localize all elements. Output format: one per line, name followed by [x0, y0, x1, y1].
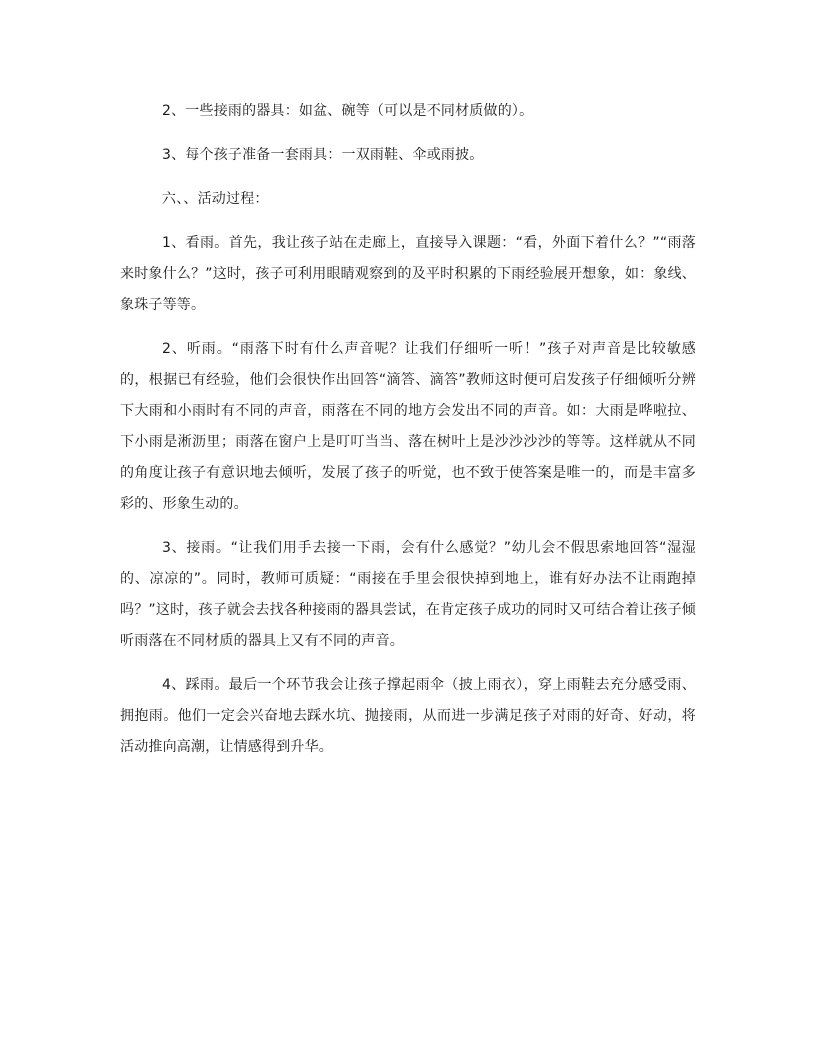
paragraph-step-catch-rain: 3、接雨。“让我们用手去接一下雨，会有什么感觉？”幼儿会不假思索地回答“湿湿的、凉凉的”。同时，教师可质疑：“雨接在手里会很快掉到地上，谁有好办法不让雨跑掉吗？”这时，孩子就会去找各种接雨的器具尝试，在肯定孩子成功的同时又可结合着让孩子倾听雨落在不同材质的器具上又有不同的声音。 — [120, 540, 696, 649]
paragraph-step-step-in-rain: 4、踩雨。最后一个环节我会让孩子撑起雨伞（披上雨衣），穿上雨鞋去充分感受雨、拥抱雨。他们一定会兴奋地去踩水坑、抛接雨，从而进一步满足孩子对雨的好奇、好动，将活动推向高潮，让情感得到升华。 — [120, 677, 696, 755]
paragraph-materials-rain-gear: 3、每个孩子准备一套雨具：一双雨鞋、伞或雨披。 — [162, 147, 484, 163]
paragraph-step-listen-rain: 2、听雨。“雨落下时有什么声音呢？让我们仔细听一听！”孩子对声音是比较敏感的，根据已有经验，他们会很快作出回答“滴答、滴答”教师这时便可启发孩子仔细倾听分辨下大雨和小雨时有不同的声音，雨落在不同的地方会发出不同的声音。如：大雨是哗啦拉、下小雨是淅沥里；雨落在窗户上是叮叮当当、落在树叶上是沙沙沙沙的等等。这样就从不同的角度让孩子有意识地去倾听，发展了孩子的听觉，也不致于使答案是唯一的，而是丰富多彩的、形象生动的。 — [120, 341, 696, 512]
document-body — [120, 96, 696, 776]
section-heading-activity-process: 六、、活动过程： — [162, 191, 269, 207]
paragraph-materials-containers: 2、一些接雨的器具：如盆、碗等（可以是不同材质做的）。 — [162, 103, 534, 119]
paragraph-step-watch-rain: 1、看雨。首先，我让孩子站在走廊上，直接导入课题：“看，外面下着什么？”“雨落来时象什么？”这时，孩子可利用眼睛观察到的及平时积累的下雨经验展开想象，如：象线、象珠子等等。 — [120, 235, 696, 313]
